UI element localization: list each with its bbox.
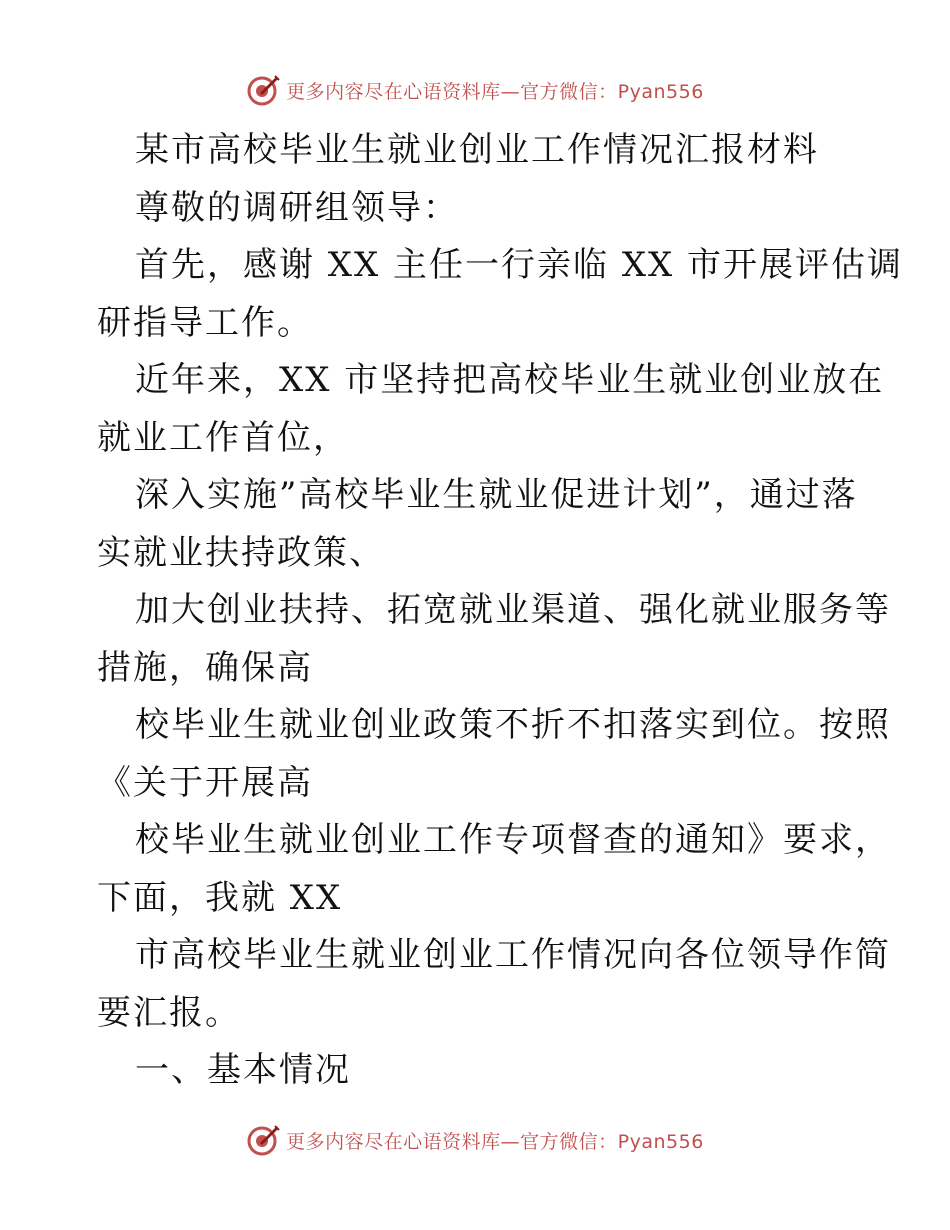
text-line: 措施，确保高 xyxy=(97,647,313,688)
pen-logo-icon xyxy=(246,73,280,107)
text-line: 《关于开展高 xyxy=(97,762,313,803)
text-line: 校毕业生就业创业政策不折不扣落实到位。按照 xyxy=(135,705,891,745)
text-line: 某市高校毕业生就业创业工作情况汇报材料 xyxy=(135,130,819,170)
text-line: 深入实施”高校毕业生就业促进计划”，通过落 xyxy=(135,475,858,515)
pen-logo-icon xyxy=(246,1123,280,1157)
text-line: 要汇报。 xyxy=(97,992,241,1033)
text-line: 实就业扶持政策、 xyxy=(97,532,385,573)
text-line: 加大创业扶持、拓宽就业渠道、强化就业服务等 xyxy=(135,590,891,630)
text-line: 市高校毕业生就业创业工作情况向各位领导作简 xyxy=(135,935,891,975)
text-line: 研指导工作。 xyxy=(97,302,313,343)
text-line: 首先，感谢 XX 主任一行亲临 XX 市开展评估调 xyxy=(135,245,904,285)
header-banner-text: 更多内容尽在心语资料库—官方微信：Pyan556 xyxy=(286,80,704,103)
header-banner xyxy=(0,70,950,110)
text-line: 一、基本情况 xyxy=(135,1050,351,1090)
text-line: 近年来，XX 市坚持把高校毕业生就业创业放在 xyxy=(135,360,885,400)
document-body xyxy=(97,122,904,1100)
footer-banner xyxy=(0,1120,950,1160)
text-line: 尊敬的调研组领导： xyxy=(135,187,459,228)
footer-banner-text: 更多内容尽在心语资料库—官方微信：Pyan556 xyxy=(286,1130,704,1153)
text-line: 校毕业生就业创业工作专项督查的通知》要求， xyxy=(135,820,891,860)
text-line: 就业工作首位， xyxy=(97,417,349,458)
text-line: 下面，我就 XX xyxy=(97,877,343,918)
